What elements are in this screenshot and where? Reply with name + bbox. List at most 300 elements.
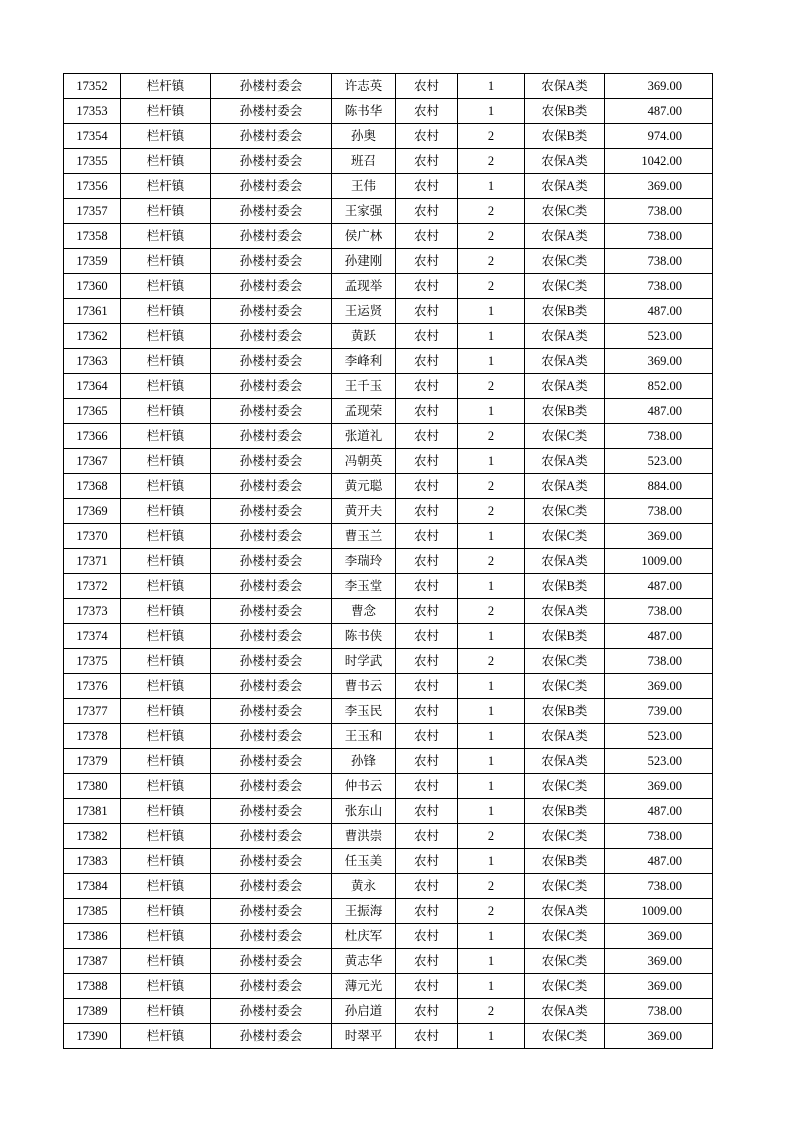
cell-town: 栏杆镇 (121, 724, 211, 749)
cell-town: 栏杆镇 (121, 749, 211, 774)
cell-insurance-category: 农保A类 (525, 349, 605, 374)
table-row (64, 624, 713, 649)
cell-serial-number: 17360 (64, 274, 121, 299)
cell-residence-type: 农村 (396, 424, 458, 449)
cell-name: 黄跃 (332, 324, 396, 349)
cell-village-committee: 孙楼村委会 (211, 474, 332, 499)
cell-person-count: 2 (458, 549, 525, 574)
cell-serial-number: 17379 (64, 749, 121, 774)
cell-person-count: 1 (458, 349, 525, 374)
cell-residence-type: 农村 (396, 974, 458, 999)
cell-serial-number: 17389 (64, 999, 121, 1024)
table-row (64, 99, 713, 124)
cell-insurance-category: 农保A类 (525, 74, 605, 99)
cell-person-count: 1 (458, 174, 525, 199)
table-row (64, 299, 713, 324)
table-row (64, 874, 713, 899)
cell-town: 栏杆镇 (121, 999, 211, 1024)
cell-residence-type: 农村 (396, 399, 458, 424)
cell-insurance-category: 农保C类 (525, 674, 605, 699)
cell-residence-type: 农村 (396, 899, 458, 924)
cell-insurance-category: 农保B类 (525, 299, 605, 324)
cell-amount: 369.00 (605, 174, 713, 199)
cell-village-committee: 孙楼村委会 (211, 999, 332, 1024)
cell-town: 栏杆镇 (121, 324, 211, 349)
cell-amount: 523.00 (605, 724, 713, 749)
cell-town: 栏杆镇 (121, 549, 211, 574)
benefits-table (63, 73, 713, 1049)
cell-amount: 369.00 (605, 524, 713, 549)
cell-residence-type: 农村 (396, 874, 458, 899)
cell-town: 栏杆镇 (121, 799, 211, 824)
cell-name: 孙建刚 (332, 249, 396, 274)
cell-serial-number: 17377 (64, 699, 121, 724)
cell-town: 栏杆镇 (121, 974, 211, 999)
cell-amount: 1042.00 (605, 149, 713, 174)
cell-amount: 369.00 (605, 74, 713, 99)
cell-village-committee: 孙楼村委会 (211, 1024, 332, 1049)
cell-person-count: 1 (458, 774, 525, 799)
cell-serial-number: 17364 (64, 374, 121, 399)
cell-insurance-category: 农保A类 (525, 899, 605, 924)
cell-village-committee: 孙楼村委会 (211, 824, 332, 849)
cell-insurance-category: 农保A类 (525, 374, 605, 399)
cell-village-committee: 孙楼村委会 (211, 174, 332, 199)
cell-town: 栏杆镇 (121, 774, 211, 799)
cell-amount: 1009.00 (605, 899, 713, 924)
cell-name: 黄元聪 (332, 474, 396, 499)
cell-serial-number: 17356 (64, 174, 121, 199)
table-row (64, 724, 713, 749)
cell-serial-number: 17363 (64, 349, 121, 374)
table-row (64, 374, 713, 399)
cell-serial-number: 17390 (64, 1024, 121, 1049)
cell-person-count: 1 (458, 749, 525, 774)
cell-serial-number: 17362 (64, 324, 121, 349)
cell-serial-number: 17357 (64, 199, 121, 224)
cell-insurance-category: 农保A类 (525, 324, 605, 349)
table-row (64, 924, 713, 949)
table-row (64, 474, 713, 499)
cell-serial-number: 17365 (64, 399, 121, 424)
cell-name: 曹念 (332, 599, 396, 624)
cell-village-committee: 孙楼村委会 (211, 774, 332, 799)
cell-person-count: 1 (458, 449, 525, 474)
table-row (64, 949, 713, 974)
cell-person-count: 1 (458, 849, 525, 874)
cell-amount: 369.00 (605, 1024, 713, 1049)
cell-name: 薄元光 (332, 974, 396, 999)
cell-insurance-category: 农保C类 (525, 499, 605, 524)
cell-residence-type: 农村 (396, 674, 458, 699)
cell-amount: 523.00 (605, 749, 713, 774)
table-row (64, 399, 713, 424)
cell-name: 李峰利 (332, 349, 396, 374)
cell-person-count: 2 (458, 649, 525, 674)
cell-residence-type: 农村 (396, 324, 458, 349)
cell-amount: 487.00 (605, 399, 713, 424)
cell-name: 仲书云 (332, 774, 396, 799)
table-row (64, 774, 713, 799)
cell-village-committee: 孙楼村委会 (211, 899, 332, 924)
cell-name: 李瑞玲 (332, 549, 396, 574)
cell-residence-type: 农村 (396, 124, 458, 149)
cell-amount: 738.00 (605, 649, 713, 674)
cell-residence-type: 农村 (396, 574, 458, 599)
cell-amount: 738.00 (605, 999, 713, 1024)
table-row (64, 999, 713, 1024)
cell-village-committee: 孙楼村委会 (211, 299, 332, 324)
table-row (64, 249, 713, 274)
cell-amount: 369.00 (605, 349, 713, 374)
cell-name: 孙启道 (332, 999, 396, 1024)
cell-village-committee: 孙楼村委会 (211, 874, 332, 899)
cell-residence-type: 农村 (396, 1024, 458, 1049)
table-row (64, 849, 713, 874)
cell-residence-type: 农村 (396, 349, 458, 374)
cell-village-committee: 孙楼村委会 (211, 674, 332, 699)
cell-town: 栏杆镇 (121, 299, 211, 324)
cell-serial-number: 17383 (64, 849, 121, 874)
cell-insurance-category: 农保B类 (525, 849, 605, 874)
cell-village-committee: 孙楼村委会 (211, 649, 332, 674)
table-row (64, 674, 713, 699)
cell-name: 李玉民 (332, 699, 396, 724)
cell-village-committee: 孙楼村委会 (211, 624, 332, 649)
cell-insurance-category: 农保A类 (525, 224, 605, 249)
cell-person-count: 2 (458, 599, 525, 624)
table-row (64, 524, 713, 549)
cell-town: 栏杆镇 (121, 649, 211, 674)
cell-village-committee: 孙楼村委会 (211, 974, 332, 999)
cell-insurance-category: 农保A类 (525, 149, 605, 174)
cell-town: 栏杆镇 (121, 399, 211, 424)
table-row (64, 974, 713, 999)
cell-insurance-category: 农保C类 (525, 824, 605, 849)
cell-serial-number: 17369 (64, 499, 121, 524)
cell-town: 栏杆镇 (121, 199, 211, 224)
cell-residence-type: 农村 (396, 999, 458, 1024)
cell-amount: 487.00 (605, 574, 713, 599)
cell-serial-number: 17374 (64, 624, 121, 649)
cell-town: 栏杆镇 (121, 949, 211, 974)
table-row (64, 699, 713, 724)
cell-serial-number: 17372 (64, 574, 121, 599)
cell-town: 栏杆镇 (121, 699, 211, 724)
table-row (64, 224, 713, 249)
cell-amount: 523.00 (605, 324, 713, 349)
cell-name: 黄永 (332, 874, 396, 899)
cell-village-committee: 孙楼村委会 (211, 549, 332, 574)
cell-name: 陈书华 (332, 99, 396, 124)
cell-town: 栏杆镇 (121, 99, 211, 124)
cell-amount: 738.00 (605, 824, 713, 849)
cell-town: 栏杆镇 (121, 474, 211, 499)
cell-amount: 852.00 (605, 374, 713, 399)
table-row (64, 124, 713, 149)
cell-person-count: 2 (458, 149, 525, 174)
table-row (64, 149, 713, 174)
cell-residence-type: 农村 (396, 249, 458, 274)
cell-town: 栏杆镇 (121, 874, 211, 899)
cell-serial-number: 17366 (64, 424, 121, 449)
cell-name: 王振海 (332, 899, 396, 924)
cell-residence-type: 农村 (396, 199, 458, 224)
cell-insurance-category: 农保C类 (525, 649, 605, 674)
cell-insurance-category: 农保A类 (525, 749, 605, 774)
cell-person-count: 2 (458, 224, 525, 249)
cell-name: 王运贤 (332, 299, 396, 324)
cell-amount: 738.00 (605, 424, 713, 449)
cell-name: 侯广林 (332, 224, 396, 249)
table-row (64, 649, 713, 674)
cell-insurance-category: 农保C类 (525, 774, 605, 799)
cell-name: 孟现荣 (332, 399, 396, 424)
cell-serial-number: 17353 (64, 99, 121, 124)
cell-insurance-category: 农保B类 (525, 99, 605, 124)
cell-serial-number: 17385 (64, 899, 121, 924)
cell-person-count: 1 (458, 324, 525, 349)
cell-serial-number: 17370 (64, 524, 121, 549)
table-row (64, 199, 713, 224)
cell-village-committee: 孙楼村委会 (211, 724, 332, 749)
table-row (64, 1024, 713, 1049)
table-row (64, 799, 713, 824)
cell-person-count: 1 (458, 924, 525, 949)
cell-amount: 738.00 (605, 274, 713, 299)
cell-serial-number: 17371 (64, 549, 121, 574)
table-row (64, 324, 713, 349)
cell-village-committee: 孙楼村委会 (211, 924, 332, 949)
cell-amount: 1009.00 (605, 549, 713, 574)
cell-insurance-category: 农保C类 (525, 524, 605, 549)
cell-amount: 884.00 (605, 474, 713, 499)
cell-amount: 369.00 (605, 949, 713, 974)
cell-residence-type: 农村 (396, 149, 458, 174)
cell-insurance-category: 农保C类 (525, 974, 605, 999)
cell-residence-type: 农村 (396, 799, 458, 824)
cell-town: 栏杆镇 (121, 524, 211, 549)
cell-person-count: 2 (458, 249, 525, 274)
cell-person-count: 1 (458, 799, 525, 824)
cell-residence-type: 农村 (396, 849, 458, 874)
cell-town: 栏杆镇 (121, 124, 211, 149)
cell-village-committee: 孙楼村委会 (211, 374, 332, 399)
cell-residence-type: 农村 (396, 299, 458, 324)
cell-village-committee: 孙楼村委会 (211, 99, 332, 124)
cell-person-count: 1 (458, 699, 525, 724)
cell-village-committee: 孙楼村委会 (211, 149, 332, 174)
cell-amount: 369.00 (605, 674, 713, 699)
cell-name: 曹书云 (332, 674, 396, 699)
cell-serial-number: 17387 (64, 949, 121, 974)
cell-amount: 738.00 (605, 249, 713, 274)
cell-name: 曹洪崇 (332, 824, 396, 849)
cell-insurance-category: 农保B类 (525, 699, 605, 724)
cell-person-count: 2 (458, 474, 525, 499)
cell-village-committee: 孙楼村委会 (211, 749, 332, 774)
cell-person-count: 1 (458, 624, 525, 649)
cell-name: 王家强 (332, 199, 396, 224)
cell-name: 张道礼 (332, 424, 396, 449)
cell-insurance-category: 农保A类 (525, 549, 605, 574)
cell-name: 陈书侠 (332, 624, 396, 649)
cell-insurance-category: 农保A类 (525, 474, 605, 499)
cell-name: 孙锋 (332, 749, 396, 774)
cell-amount: 487.00 (605, 799, 713, 824)
cell-serial-number: 17355 (64, 149, 121, 174)
cell-name: 班召 (332, 149, 396, 174)
cell-serial-number: 17381 (64, 799, 121, 824)
cell-amount: 739.00 (605, 699, 713, 724)
cell-name: 杜庆军 (332, 924, 396, 949)
cell-amount: 369.00 (605, 774, 713, 799)
cell-residence-type: 农村 (396, 824, 458, 849)
cell-village-committee: 孙楼村委会 (211, 524, 332, 549)
cell-name: 时翠平 (332, 1024, 396, 1049)
cell-insurance-category: 农保A类 (525, 449, 605, 474)
cell-insurance-category: 农保B类 (525, 799, 605, 824)
cell-name: 李玉堂 (332, 574, 396, 599)
cell-name: 孙奥 (332, 124, 396, 149)
cell-village-committee: 孙楼村委会 (211, 699, 332, 724)
cell-residence-type: 农村 (396, 274, 458, 299)
cell-serial-number: 17373 (64, 599, 121, 624)
cell-town: 栏杆镇 (121, 674, 211, 699)
cell-insurance-category: 农保B类 (525, 399, 605, 424)
cell-amount: 738.00 (605, 499, 713, 524)
cell-amount: 487.00 (605, 624, 713, 649)
cell-amount: 487.00 (605, 99, 713, 124)
cell-residence-type: 农村 (396, 74, 458, 99)
cell-serial-number: 17359 (64, 249, 121, 274)
cell-village-committee: 孙楼村委会 (211, 574, 332, 599)
cell-serial-number: 17354 (64, 124, 121, 149)
table-row (64, 74, 713, 99)
cell-insurance-category: 农保C类 (525, 199, 605, 224)
cell-serial-number: 17367 (64, 449, 121, 474)
cell-residence-type: 农村 (396, 699, 458, 724)
table-row (64, 549, 713, 574)
cell-name: 许志英 (332, 74, 396, 99)
cell-residence-type: 农村 (396, 474, 458, 499)
cell-town: 栏杆镇 (121, 824, 211, 849)
cell-serial-number: 17388 (64, 974, 121, 999)
cell-town: 栏杆镇 (121, 349, 211, 374)
table-row (64, 599, 713, 624)
cell-residence-type: 农村 (396, 449, 458, 474)
cell-serial-number: 17380 (64, 774, 121, 799)
cell-amount: 369.00 (605, 924, 713, 949)
cell-person-count: 1 (458, 1024, 525, 1049)
cell-town: 栏杆镇 (121, 924, 211, 949)
benefits-table-container (63, 73, 713, 1049)
cell-residence-type: 农村 (396, 524, 458, 549)
cell-residence-type: 农村 (396, 224, 458, 249)
cell-insurance-category: 农保C类 (525, 874, 605, 899)
cell-person-count: 2 (458, 899, 525, 924)
cell-residence-type: 农村 (396, 649, 458, 674)
cell-amount: 487.00 (605, 299, 713, 324)
cell-insurance-category: 农保B类 (525, 124, 605, 149)
cell-town: 栏杆镇 (121, 899, 211, 924)
table-row (64, 449, 713, 474)
cell-person-count: 1 (458, 299, 525, 324)
cell-person-count: 2 (458, 124, 525, 149)
cell-residence-type: 农村 (396, 549, 458, 574)
cell-town: 栏杆镇 (121, 249, 211, 274)
cell-name: 王千玉 (332, 374, 396, 399)
cell-residence-type: 农村 (396, 774, 458, 799)
table-row (64, 349, 713, 374)
cell-person-count: 1 (458, 99, 525, 124)
cell-person-count: 1 (458, 949, 525, 974)
cell-town: 栏杆镇 (121, 149, 211, 174)
cell-name: 王玉和 (332, 724, 396, 749)
cell-insurance-category: 农保C类 (525, 1024, 605, 1049)
cell-village-committee: 孙楼村委会 (211, 499, 332, 524)
cell-town: 栏杆镇 (121, 224, 211, 249)
cell-residence-type: 农村 (396, 924, 458, 949)
cell-person-count: 1 (458, 674, 525, 699)
cell-village-committee: 孙楼村委会 (211, 949, 332, 974)
cell-insurance-category: 农保A类 (525, 724, 605, 749)
cell-name: 王伟 (332, 174, 396, 199)
cell-serial-number: 17352 (64, 74, 121, 99)
cell-village-committee: 孙楼村委会 (211, 249, 332, 274)
cell-person-count: 1 (458, 74, 525, 99)
cell-town: 栏杆镇 (121, 499, 211, 524)
cell-amount: 974.00 (605, 124, 713, 149)
cell-insurance-category: 农保B类 (525, 574, 605, 599)
cell-name: 任玉美 (332, 849, 396, 874)
cell-town: 栏杆镇 (121, 374, 211, 399)
cell-name: 黄开夫 (332, 499, 396, 524)
cell-village-committee: 孙楼村委会 (211, 224, 332, 249)
cell-amount: 738.00 (605, 874, 713, 899)
cell-insurance-category: 农保A类 (525, 599, 605, 624)
cell-village-committee: 孙楼村委会 (211, 74, 332, 99)
cell-serial-number: 17376 (64, 674, 121, 699)
cell-insurance-category: 农保C类 (525, 949, 605, 974)
cell-serial-number: 17382 (64, 824, 121, 849)
cell-person-count: 2 (458, 424, 525, 449)
cell-village-committee: 孙楼村委会 (211, 449, 332, 474)
cell-person-count: 1 (458, 974, 525, 999)
cell-insurance-category: 农保C类 (525, 924, 605, 949)
table-row (64, 824, 713, 849)
cell-name: 张东山 (332, 799, 396, 824)
table-row (64, 899, 713, 924)
cell-serial-number: 17386 (64, 924, 121, 949)
table-row (64, 749, 713, 774)
cell-name: 孟现举 (332, 274, 396, 299)
table-row (64, 274, 713, 299)
cell-person-count: 2 (458, 824, 525, 849)
cell-residence-type: 农村 (396, 599, 458, 624)
cell-person-count: 1 (458, 399, 525, 424)
cell-town: 栏杆镇 (121, 1024, 211, 1049)
cell-town: 栏杆镇 (121, 624, 211, 649)
cell-residence-type: 农村 (396, 949, 458, 974)
cell-amount: 738.00 (605, 199, 713, 224)
cell-village-committee: 孙楼村委会 (211, 324, 332, 349)
cell-residence-type: 农村 (396, 374, 458, 399)
cell-name: 曹玉兰 (332, 524, 396, 549)
cell-person-count: 2 (458, 199, 525, 224)
cell-village-committee: 孙楼村委会 (211, 274, 332, 299)
cell-person-count: 1 (458, 574, 525, 599)
